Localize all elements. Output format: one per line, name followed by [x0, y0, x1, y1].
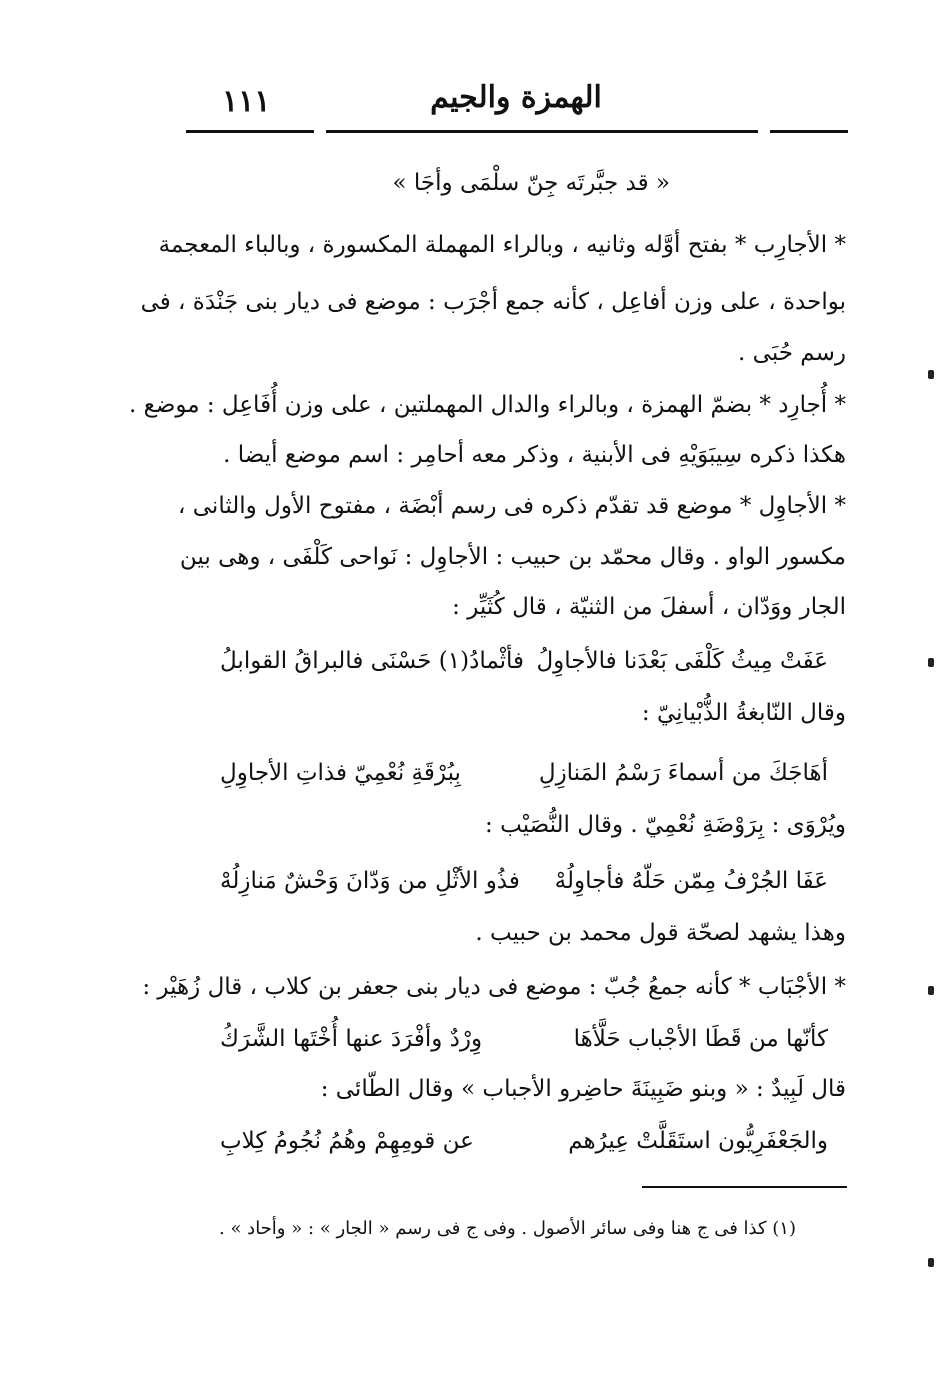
verse-hemistich: وِرْدٌ وأفْرَدَ عنها أُخْتَها الشَّرَكُ: [220, 1026, 483, 1052]
entry-line: وقال النّابغةُ الذُّبْيانِيّ :: [641, 700, 846, 726]
page-number: ١١١: [222, 84, 271, 119]
entry-line: وهذا يشهد لصحّة قول محمد بن حبيب .: [475, 920, 846, 946]
verse-hemistich: والجَعْفَرِيُّون استَقَلَّتْ عِيرُهم: [568, 1128, 828, 1154]
entry-line: ويُرْوَى : بِرَوْضَةِ نُعْمِيّ . وقال النُّصَيْب :: [485, 812, 846, 838]
verse-hemistich: عَفَتْ مِيثُ كَلْفَى بَعْدَنا فالأجاوِلُ: [536, 648, 828, 674]
header-rule: [186, 130, 314, 133]
scan-edge-mark: [928, 370, 934, 379]
entry-line: * الأجْبَاب * كأنه جمعُ جُبّ : موضع فى ديار بنى جعفر بن كلاب ، قال زُهَيْر :: [142, 974, 846, 1000]
entry-line: رسم حُبَى .: [738, 340, 846, 366]
running-title: الهمزة والجيم: [430, 80, 602, 115]
verse-fragment: « قد جبَّرتَه جِنّ سلْمَى وأجَا »: [392, 170, 670, 196]
verse-hemistich: كأنّها من قَطَا الأجْباب حَلَّأهَا: [573, 1026, 828, 1052]
scan-edge-mark: [928, 1258, 934, 1267]
verse-hemistich: أهَاجَكَ من أسماءَ رَسْمُ المَنازِلِ: [538, 760, 828, 786]
poem-verse: [220, 868, 828, 894]
verse-hemistich: عن قومِهِمْ وهُمُ نُجُومُ كِلابِ: [220, 1128, 474, 1154]
poem-verse: [220, 1026, 828, 1052]
verse-hemistich: فأثْمادُ(١) حَسْنَى فالبراقُ القوابلُ: [220, 648, 525, 674]
entry-line: * الأجارِب * بفتح أوَّله وثانيه ، وبالراء المهملة المكسورة ، وبالباء المعجمة: [158, 232, 846, 258]
poem-verse: [220, 760, 828, 786]
entry-line: الجار ووَدّان ، أسفلَ من الثنيّة ، قال كُثَيِّر :: [452, 594, 846, 620]
verse-hemistich: بِبُرْقَةِ نُعْمِيّ فذاتِ الأجاوِلِ: [220, 760, 461, 786]
footnote: (١) كذا فى ج هنا وفى سائر الأصول . وفى ج فى رسم « الجار » : « وأحاد » .: [219, 1218, 796, 1239]
poem-verse: [220, 648, 828, 674]
entry-line: هكذا ذكره سِيبَوَيْهِ فى الأبنية ، وذكر معه أحامِر : اسم موضع أيضا .: [223, 442, 846, 468]
scan-edge-mark: [928, 986, 934, 995]
entry-line: بواحدة ، على وزن أفاعِل ، كأنه جمع أجْرَب : موضع فى ديار بنى جَنْدَة ، فى: [140, 289, 846, 315]
verse-hemistich: فذُو الأثْلِ من وَدّانَ وَحْشٌ مَنازِلُهْ: [220, 868, 520, 894]
entry-line: مكسور الواو . وقال محمّد بن حبيب : الأجاوِل : نَواحى كَلْفَى ، وهى بين: [179, 544, 846, 570]
scan-edge-mark: [928, 658, 934, 667]
poem-verse: [220, 1128, 828, 1154]
entry-line: * أُجارِد * بضمّ الهمزة ، وبالراء والدال المهملتين ، على وزن أُفَاعِل : موضع .: [128, 392, 846, 418]
page-header: [186, 78, 848, 134]
entry-line: * الأجاوِل * موضع قد تقدّم ذكره فى رسم أبْضَة ، مفتوح الأول والثانى ،: [178, 493, 846, 519]
verse-hemistich: عَفَا الجُرْفُ مِمّن حَلّهُ فأجاوِلُهْ: [554, 868, 828, 894]
header-rule: [326, 130, 758, 133]
header-rule: [770, 130, 848, 133]
entry-line: قال لَبِيدٌ : « وبنو ضَبِينَةَ حاضِرو الأجباب » وقال الطّائى :: [320, 1076, 846, 1102]
footnote-rule: [642, 1186, 847, 1188]
